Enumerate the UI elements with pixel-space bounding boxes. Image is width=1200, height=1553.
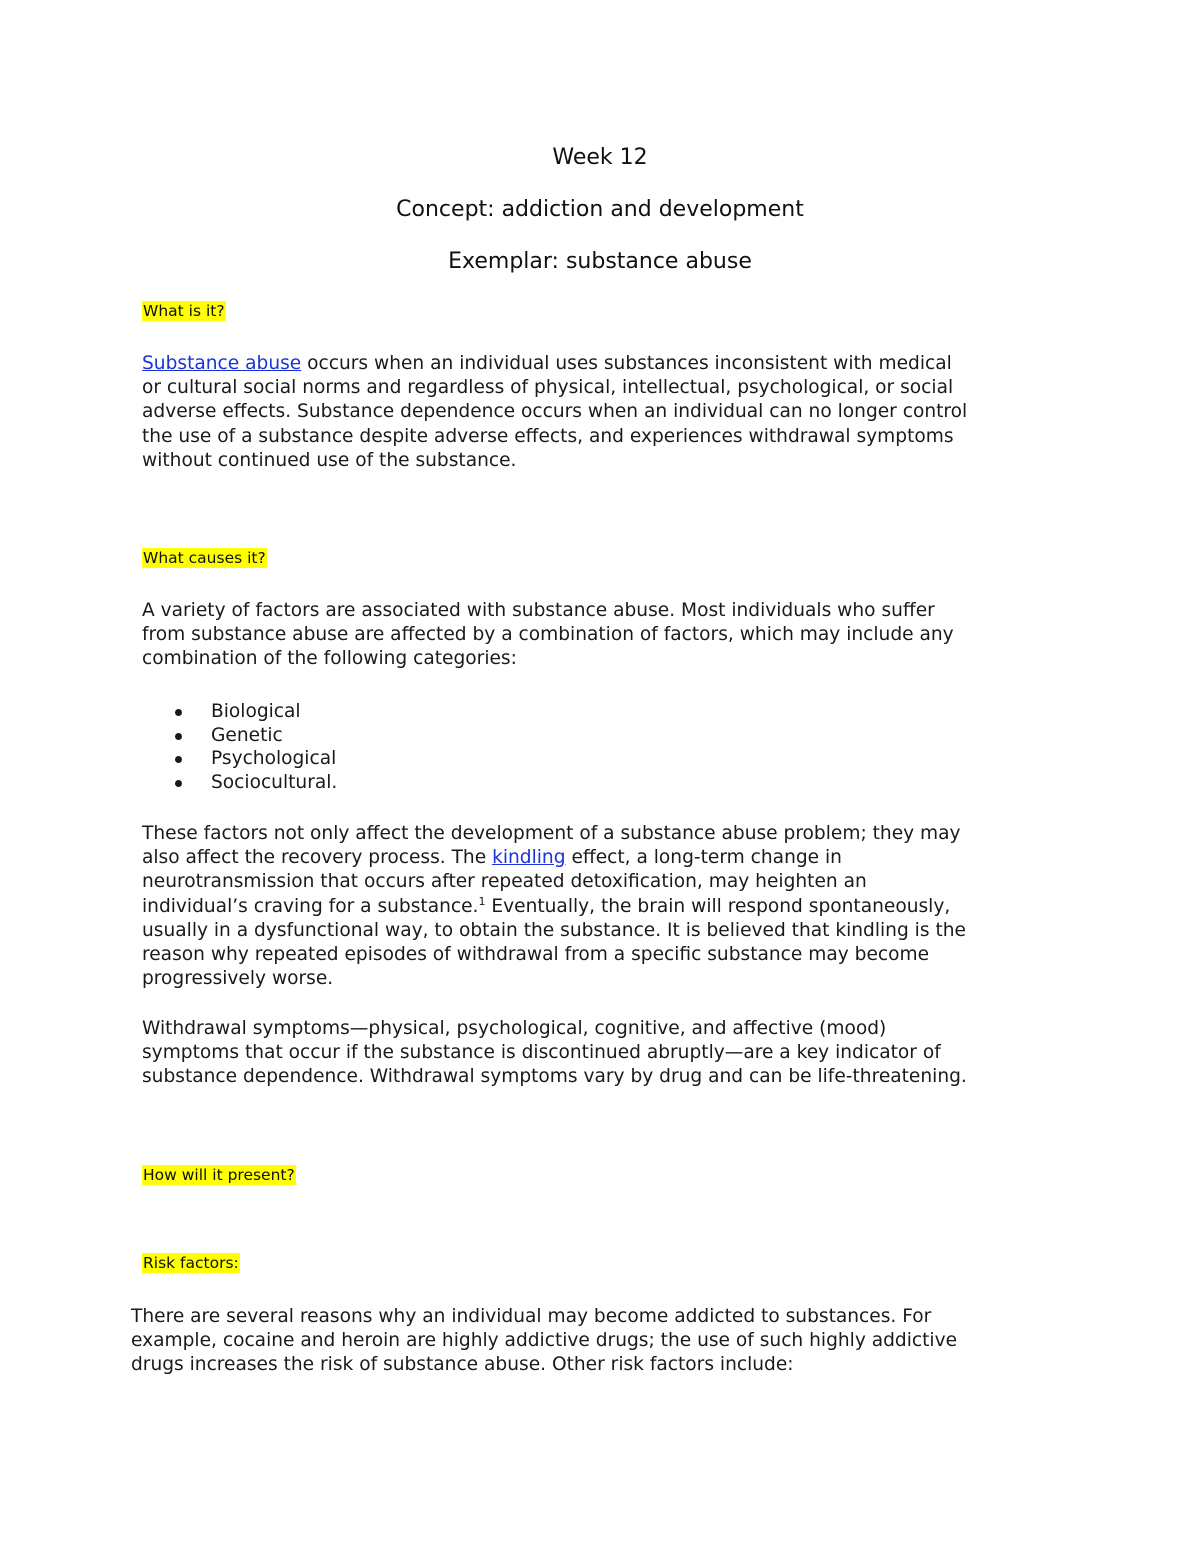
paragraph-line: substance dependence. Withdrawal symptoms vary by drug and can be life-threatening.: [142, 1066, 967, 1088]
bullet-icon: [175, 756, 182, 763]
paragraph-line-text: individual’s craving for a substance.: [142, 895, 479, 917]
what-causes-it-heading: What causes it?: [143, 549, 266, 567]
list-item: [172, 747, 337, 771]
what-is-it-heading: What is it?: [143, 302, 225, 320]
paragraph-line-text: effect, a long-term change in: [565, 847, 842, 869]
bullet-icon: [175, 733, 182, 740]
paragraph-line-text: occurs when an individual uses substances inconsistent with medical: [301, 353, 952, 374]
paragraph-line-text: also affect the recovery process. The: [142, 847, 493, 869]
list-item-label: Biological: [211, 701, 301, 722]
list-item-label: Psychological: [211, 748, 337, 770]
paragraph-line: These factors not only affect the development of a substance abuse problem; they may: [142, 823, 961, 844]
paragraph-line: [142, 895, 1072, 919]
paragraph-line: neurotransmission that occurs after repeated detoxification, may heighten an: [142, 871, 867, 893]
bullet-icon: [175, 709, 182, 716]
paragraph-line-text: Eventually, the brain will respond spontaneously,: [485, 895, 951, 917]
paragraph-line: progressively worse.: [142, 968, 334, 990]
paragraph-line: example, cocaine and heroin are highly addictive drugs; the use of such highly addictive: [131, 1330, 958, 1352]
how-will-it-present-heading: How will it present?: [143, 1166, 295, 1184]
paragraph-line: Withdrawal symptoms—physical, psychological, cognitive, and affective (mood): [142, 1018, 887, 1039]
causes-intro-paragraph: [142, 599, 1072, 672]
paragraph-line: [142, 352, 1072, 376]
list-item-label: Genetic: [211, 724, 283, 746]
list-item: [172, 724, 337, 748]
list-item-label: Sociocultural.: [211, 771, 338, 793]
withdrawal-paragraph: [142, 1017, 1072, 1090]
paragraph-line: the use of a substance despite adverse effects, and experiences withdrawal symptoms: [142, 425, 954, 447]
footnote-marker: 1: [478, 894, 486, 908]
paragraph-line: drugs increases the risk of substance abuse. Other risk factors include:: [131, 1354, 794, 1376]
paragraph-line: A variety of factors are associated with substance abuse. Most individuals who suffer: [142, 600, 935, 621]
paragraph-line: from substance abuse are affected by a combination of factors, which may include any: [142, 624, 954, 646]
paragraph-line: There are several reasons why an individual may become addicted to substances. For: [131, 1306, 932, 1327]
bullet-icon: [175, 780, 182, 787]
paragraph-line: reason why repeated episodes of withdrawal from a specific substance may become: [142, 944, 930, 966]
list-item: [172, 700, 337, 724]
paragraph-line: adverse effects. Substance dependence occurs when an individual can no longer control: [142, 401, 968, 423]
paragraph-line: without continued use of the substance.: [142, 449, 517, 471]
factor-categories-list: [172, 700, 337, 794]
what-is-it-paragraph: [142, 352, 1072, 473]
paragraph-line: [142, 846, 1072, 870]
paragraph-line: symptoms that occur if the substance is discontinued abruptly—are a key indicator of: [142, 1042, 941, 1064]
list-item: [172, 771, 337, 795]
paragraph-line: combination of the following categories:: [142, 648, 517, 670]
kindling-paragraph: [142, 822, 1072, 991]
paragraph-line: or cultural social norms and regardless of physical, intellectual, psychological, or social: [142, 377, 954, 399]
exemplar-title: Exemplar: substance abuse: [448, 249, 752, 274]
substance-abuse-link[interactable]: Substance abuse: [142, 353, 302, 374]
paragraph-line: usually in a dysfunctional way, to obtain the substance. It is believed that kindling is the: [142, 919, 966, 941]
week-title: Week 12: [552, 145, 648, 170]
risk-factors-heading: Risk factors:: [143, 1254, 239, 1272]
concept-title: Concept: addiction and development: [396, 197, 804, 222]
kindling-link[interactable]: kindling: [492, 847, 566, 869]
risk-factors-paragraph: [131, 1305, 1061, 1378]
